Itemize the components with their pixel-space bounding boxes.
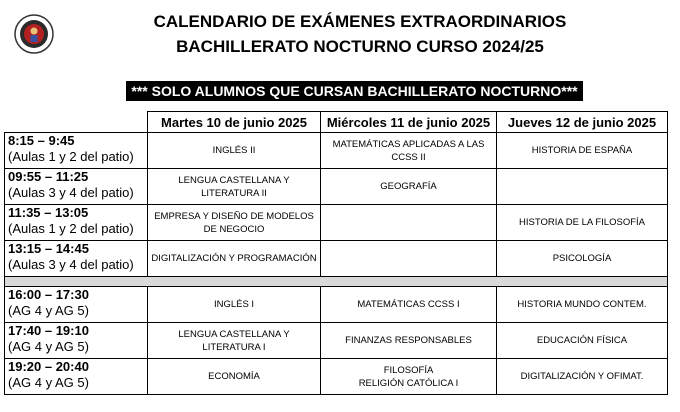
time-cell <box>5 287 148 323</box>
time-range: 09:55 – 11:25 <box>8 169 89 184</box>
exam-cell: GEOGRAFÍA <box>321 169 497 205</box>
exam-cell: PSICOLOGÍA <box>497 241 668 277</box>
column-header-wednesday: Miércoles 11 de junio 2025 <box>321 112 497 133</box>
time-range: 17:40 – 19:10 <box>8 323 89 338</box>
exam-cell: INGLÉS I <box>148 287 321 323</box>
exam-cell: ECONOMÍA <box>148 359 321 395</box>
exam-cell: FINANZAS RESPONSABLES <box>321 323 497 359</box>
exam-cell: DIGITALIZACIÓN Y OFIMAT. <box>497 359 668 395</box>
title-line-1: CALENDARIO DE EXÁMENES EXTRAORDINARIOS <box>153 12 567 31</box>
room-label: (Aulas 3 y 4 del patio) <box>8 257 134 272</box>
exam-cell <box>321 241 497 277</box>
exam-cell: DIGITALIZACIÓN Y PROGRAMACIÓN <box>148 241 321 277</box>
time-range: 8:15 – 9:45 <box>8 133 75 148</box>
time-range: 13:15 – 14:45 <box>8 241 89 256</box>
exam-cell: LENGUA CASTELLANA Y LITERATURA I <box>148 323 321 359</box>
exam-cell: INGLÉS II <box>148 133 321 169</box>
separator-row <box>5 277 668 287</box>
exam-cell <box>321 359 497 395</box>
exam-line: RELIGIÓN CATÓLICA I <box>358 377 459 389</box>
exam-cell: HISTORIA DE LA FILOSOFÍA <box>497 205 668 241</box>
exam-cell: EDUCACIÓN FÍSICA <box>497 323 668 359</box>
exam-line: FILOSOFÍA <box>383 364 434 376</box>
room-label: (Aulas 1 y 2 del patio) <box>8 149 134 164</box>
title-line-2: BACHILLERATO NOCTURNO CURSO 2024/25 <box>176 37 544 56</box>
column-header-thursday: Jueves 12 de junio 2025 <box>497 112 668 133</box>
table-row <box>5 205 668 241</box>
room-label: (Aulas 3 y 4 del patio) <box>8 185 134 200</box>
column-header-tuesday: Martes 10 de junio 2025 <box>148 112 321 133</box>
table-row <box>5 323 668 359</box>
exam-cell: HISTORIA MUNDO CONTEM. <box>497 287 668 323</box>
time-cell <box>5 169 148 205</box>
corner-cell <box>5 112 148 133</box>
room-label: (AG 4 y AG 5) <box>8 339 89 354</box>
exam-schedule-table <box>4 111 668 395</box>
room-label: (AG 4 y AG 5) <box>8 303 89 318</box>
table-row <box>5 359 668 395</box>
time-cell <box>5 133 148 169</box>
school-seal-icon <box>14 14 54 54</box>
exam-cell <box>497 169 668 205</box>
exam-cell: LENGUA CASTELLANA Y LITERATURA II <box>148 169 321 205</box>
exam-cell: MATEMÁTICAS CCSS I <box>321 287 497 323</box>
exam-cell <box>321 205 497 241</box>
time-cell <box>5 323 148 359</box>
room-label: (Aulas 1 y 2 del patio) <box>8 221 134 236</box>
room-label: (AG 4 y AG 5) <box>8 375 89 390</box>
notice-banner: *** SOLO ALUMNOS QUE CURSAN BACHILLERATO NOCTURNO*** <box>126 81 583 101</box>
table-row <box>5 241 668 277</box>
exam-cell: EMPRESA Y DISEÑO DE MODELOS DE NEGOCIO <box>148 205 321 241</box>
time-cell <box>5 205 148 241</box>
header-row <box>5 112 668 133</box>
table-row <box>5 133 668 169</box>
time-range: 16:00 – 17:30 <box>8 287 89 302</box>
separator-cell <box>5 277 668 287</box>
table-row <box>5 169 668 205</box>
time-range: 11:35 – 13:05 <box>8 205 89 220</box>
exam-cell: HISTORIA DE ESPAÑA <box>497 133 668 169</box>
time-cell <box>5 241 148 277</box>
exam-cell: MATEMÁTICAS APLICADAS A LAS CCSS II <box>321 133 497 169</box>
time-cell <box>5 359 148 395</box>
table-row <box>5 287 668 323</box>
time-range: 19:20 – 20:40 <box>8 359 89 374</box>
